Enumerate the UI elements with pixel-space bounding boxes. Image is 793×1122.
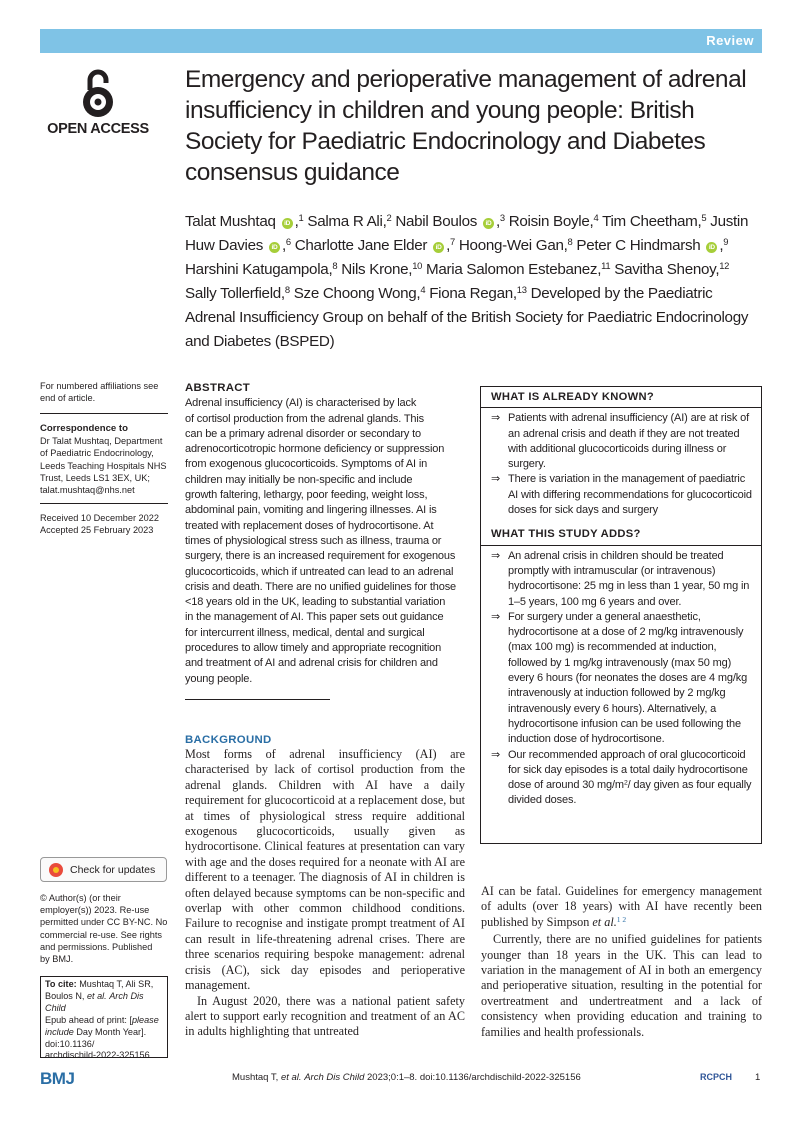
footer-journal: Arch Dis Child: [304, 1072, 365, 1083]
dates: [40, 512, 168, 536]
affiliation-number: 5: [701, 211, 707, 223]
crossmark-icon: [49, 863, 63, 877]
abstract: [185, 381, 468, 687]
cite-doi: archdischild-2022-325156: [45, 1050, 150, 1061]
author-name: Fiona Regan: [429, 285, 513, 302]
author-group: Developed by the Paediatric Adrenal Insufficiency Group on behalf of the British Society for Paediatric Endocrinology and Diabetes (BSPED): [185, 285, 749, 350]
affiliation-number: 9: [723, 235, 729, 247]
orcid-icon[interactable]: iD: [433, 242, 444, 253]
check-updates-label: Check for updates: [70, 864, 156, 876]
list-item-text: Our recommended approach of oral glucocorticoid for sick day episodes is a total daily hydrocortisone dose of around 30 mg/m: [508, 748, 748, 792]
list-item: [481, 549, 761, 610]
abstract-line: can be a primary adrenal disorder or secondary to: [185, 427, 421, 440]
author-name: Sze Choong Wong: [293, 285, 417, 302]
orcid-icon[interactable]: iD: [282, 218, 293, 229]
cite-text: Boulos N,: [45, 990, 85, 1001]
background-continued: [481, 884, 762, 1040]
affiliation-number: 8: [332, 259, 338, 271]
check-for-updates-button[interactable]: [40, 857, 167, 882]
author-name: Tim Cheetham: [602, 213, 698, 230]
correspondence-line: Dr Talat Mushtaq, Department: [40, 436, 163, 447]
abstract-line: adrenocorticotropic hormone deficiency or suppression: [185, 443, 445, 456]
affiliation-number: 11: [601, 259, 611, 271]
affiliation-number: 13: [516, 283, 527, 295]
list-item-text: There is variation in the management of paediatric AI with differing recommendations for glucocorticoid doses for sick days and surgery: [508, 473, 752, 517]
orcid-icon[interactable]: iD: [269, 242, 280, 253]
abstract-line: children may initially be non-specific and include: [185, 473, 413, 486]
correspondence-line: Leeds Teaching Hospitals NHS: [40, 460, 167, 471]
abstract-line: surgery, there is an increased requirement for exogenous: [185, 550, 456, 563]
affiliation-number: 4: [593, 211, 599, 223]
cite-text: Day Month Year].: [73, 1026, 147, 1037]
background-heading: BACKGROUND: [185, 734, 272, 746]
affiliation-number: 3: [499, 211, 505, 223]
affiliation-number: 2: [386, 211, 392, 223]
author-name: Justin Huw Davies: [185, 213, 749, 254]
background-paragraph: [481, 884, 762, 930]
to-cite-box: [40, 976, 168, 1061]
footer-text: 2023;0:1–8. doi:10.1136/archdischild-2022-325156: [367, 1072, 581, 1083]
abstract-line: Adrenal insufficiency (AI) is characterised by lack: [185, 397, 417, 410]
arrow-icon: ⇒: [491, 748, 501, 761]
accepted-date: Accepted 25 February 2023: [40, 525, 154, 536]
abstract-heading: ABSTRACT: [185, 382, 251, 394]
open-access-label: OPEN ACCESS: [47, 121, 149, 137]
list-item: [481, 610, 761, 748]
affiliation-number: 10: [412, 259, 423, 271]
background-section: [185, 734, 465, 1040]
author-name: Hoong-Wei Gan: [458, 237, 564, 254]
cite-text: et al.: [86, 990, 107, 1001]
list-item-text: Patients with adrenal insufficiency (AI) are at risk of an adrenal crisis and death if they are not treated with additional glucocorticoids during illness or surgery.: [508, 412, 749, 471]
list-item: [481, 411, 761, 472]
orcid-icon[interactable]: iD: [706, 242, 717, 253]
cite-text: include: [45, 1026, 74, 1037]
rcpch-logo: RCPCH: [700, 1072, 733, 1082]
affiliation-number: 4: [420, 283, 426, 295]
list-item: [481, 472, 761, 518]
abstract-line: treated with replacement doses of hydrocortisone. At: [185, 519, 434, 532]
list-item-text: / day given as four equally divided doses.: [508, 779, 752, 807]
abstract-line: abdominal pain, vomiting and lingering illnesses. AI is: [185, 504, 437, 517]
cite-text: Epub ahead of print: [: [45, 1014, 132, 1025]
copyright-line: permitted under CC BY-NC. No: [40, 917, 168, 928]
abstract-line: growth faltering, lethargy, poor feeding, weight loss,: [185, 489, 428, 502]
author-name: Salma R Ali: [307, 213, 383, 230]
author-name: Maria Salomon Estebanez: [426, 261, 598, 278]
open-access-lock-icon: [80, 68, 116, 118]
to-cite-label: To cite:: [45, 979, 77, 989]
abstract-line: young people.: [185, 672, 253, 685]
affiliation-number: 12: [719, 259, 730, 271]
affiliation-number: 1: [298, 211, 304, 223]
author-list: Talat Mushtaq iD ,$^1$ Salma R Ali,$^2$ Nabil Boulos iD ,$^3$ Roisin Boyle,$^4$ Tim Cheetham,$^5$ Justin Huw Davies iD ,$^6$ Charlotte Jane Elder iD ,$^7$ Hoong-Wei Gan,$^8$ Peter C Hindmarsh iD ,$^9$ Harshini Katugampola,$^8$ Nils Krone,$^{10}$ Maria Salomon Estebanez,$^{11}$ Savitha Shenoy,$^{12}$ Sally Tollerfield,$^8$ Sze Choong Wong,$^4$ Fiona Regan,$^{13}$ Developed by the Paediatric Adrenal Insufficiency Group on behalf of the British Society for Paediatric Endocrinology and Diabetes (BSPED): [185, 211, 749, 350]
affiliation-number: 7: [450, 235, 455, 247]
abstract-line: from exogenous glucocorticoids. Symptoms of AI in: [185, 458, 428, 471]
received-date: Received 10 December 2022: [40, 513, 159, 523]
paragraph-text: AI can be fatal. Guidelines for emergency management of adults (over 18 years) with AI have recently been published by Simpson: [481, 884, 762, 929]
copyright-line: commercial re-use. See rights: [40, 929, 163, 940]
author-name: Sally Tollerfield: [185, 285, 281, 302]
superscript: 2: [623, 779, 628, 787]
author-name: Harshini Katugampola: [185, 261, 329, 278]
arrow-icon: ⇒: [491, 610, 501, 623]
cite-journal: Arch Dis Child: [45, 990, 144, 1013]
reference-link[interactable]: 1 2: [616, 914, 627, 924]
author-name: Savitha Shenoy: [614, 261, 716, 278]
abstract-line: glucocorticoids, which if untreated can lead to an adrenal: [185, 565, 454, 578]
section-label: Review: [706, 33, 754, 48]
list-item-text: An adrenal crisis in children should be treated promptly with intramuscular (or intravenous) hydrocortisone: 25 mg in less than 1 year, 50 mg in 1–5 years, 100 mg 6 years and over.: [508, 549, 750, 608]
bmj-logo: BMJ: [40, 1069, 75, 1088]
arrow-icon: ⇒: [491, 473, 501, 486]
cite-doi: doi:10.1136/: [45, 1038, 95, 1049]
orcid-icon[interactable]: iD: [483, 218, 494, 229]
list-item-text: For surgery under a general anaesthetic, hydrocortisone at a dose of 2 mg/kg intravenously (max 100 mg) is recommended at induction, followed by 1 mg/kg intravenously (max 50 mg) every 6 hours (for neonates the doses are 4 mg/kg intravenously at induction followed by 2 mg/kg intravenously every 6 hours). Alternatively, a hydrocortisone infusion can be used following the induction dose of hydrocortisone.: [508, 610, 748, 746]
author-name: Nils Krone: [341, 261, 409, 278]
list-item: [481, 748, 761, 809]
correspondence-line: Trust, Leeds LS1 3EX, UK;: [40, 472, 150, 483]
abstract-divider: [185, 699, 330, 700]
author-name: Talat Mushtaq: [185, 213, 276, 230]
abstract-line: and treatment of AI and adrenal crisis for children and: [185, 657, 438, 670]
adds-list: [481, 546, 761, 809]
footer-citation: [232, 1072, 581, 1083]
background-paragraph: Most forms of adrenal insufficiency (AI) are characterised by lack of cortisol production from the adrenal glands. Children with AI have a daily requirement for glucocorticoid at a replacement dose, but at times of physiological stress require additional exogenous glucocorticoids, usually given as hydrocortisone. Clinical features at presentation can vary with age and the doses required for a neonate with AI are different to a teenager. The diagnosis of AI in children is often delayed because symptoms can be non-specific and overlap with other common childhood conditions. Failure to recognise and instigate prompt treatment of AI can result in life-threatening adrenal crises. There are three scenarios requiring bespoke management: adrenal crisis (AC), sick day episodes and perioperative management.: [185, 747, 465, 993]
abstract-line: of cortisol production from the adrenal glands. This: [185, 412, 425, 425]
affiliation-number: 6: [285, 235, 291, 247]
arrow-icon: ⇒: [491, 412, 501, 425]
correspondence-email[interactable]: talat.mushtaq@nhs.net: [40, 485, 135, 496]
article-title: Emergency and perioperative management of adrenal insufficiency in children and young people: British Society for Paediatric Endocrinology and Diabetes consensus guidance: [185, 66, 747, 186]
page-number: 1: [755, 1072, 761, 1083]
cite-text: Mushtaq T, Ali SR,: [79, 979, 154, 989]
known-heading: WHAT IS ALREADY KNOWN?: [491, 391, 655, 403]
abstract-line: <18 years old in the UK, leading to substantial variation: [185, 596, 446, 609]
copyright-line: © Author(s) (or their: [40, 893, 121, 903]
copyright-notice: [40, 892, 168, 965]
correspondence-heading: Correspondence to: [40, 423, 128, 434]
footer-text: Mushtaq T,: [232, 1072, 279, 1083]
affiliation-number: 8: [567, 235, 573, 247]
correspondence-line: of Paediatric Endocrinology,: [40, 448, 154, 459]
copyright-line: by BMJ.: [40, 954, 74, 965]
adds-heading: WHAT THIS STUDY ADDS?: [491, 528, 641, 541]
abstract-line: times of physiological stress such as illness, trauma or: [185, 534, 442, 547]
known-list: [481, 408, 761, 518]
author-name: Charlotte Jane Elder: [294, 237, 428, 254]
section-banner: [40, 29, 762, 53]
affiliations-note: For numbered affiliations see end of article.: [40, 381, 159, 404]
affiliation-number: 8: [284, 283, 290, 295]
abstract-body: [185, 396, 468, 687]
correspondence: [40, 422, 168, 496]
sidebar-divider: [40, 503, 168, 504]
background-paragraph: In August 2020, there was a national patient safety alert to support early recognition and treatment of an AC in adults highlighting that untreated: [185, 993, 465, 1039]
abstract-line: in the management of AI. This paper sets out guidance: [185, 611, 444, 624]
copyright-line: and permissions. Published: [40, 941, 153, 952]
abstract-line: procedures to allow timely and appropriate recognition: [185, 642, 442, 655]
key-messages-box: [480, 386, 762, 844]
cite-text: please: [131, 1014, 159, 1025]
arrow-icon: ⇒: [491, 549, 501, 562]
paragraph-text: et al.: [592, 914, 617, 929]
copyright-line: employer(s)) 2023. Re-use: [40, 905, 150, 916]
footer-text: et al.: [280, 1072, 302, 1083]
author-name: Roisin Boyle: [508, 213, 590, 230]
background-paragraph: Currently, there are no unified guidelines for patients younger than 18 years in the UK. This can lead to variation in the management of AI in both an emergency and perioperative situation, resulting in the potential for overtreatment and undertreatment and a lack of consistency when providing education and training to families and health professionals.: [481, 932, 762, 1039]
author-name: Nabil Boulos: [395, 213, 478, 230]
author-name: Peter C Hindmarsh: [576, 237, 701, 254]
abstract-line: crisis and death. There are no unified guidelines for those: [185, 580, 457, 593]
abstract-line: for intercurrent illness, medical, dental and surgical: [185, 626, 425, 639]
sidebar-divider: [40, 413, 168, 414]
